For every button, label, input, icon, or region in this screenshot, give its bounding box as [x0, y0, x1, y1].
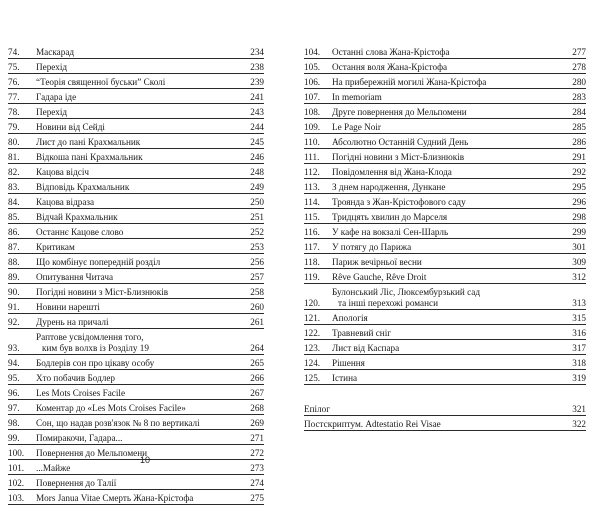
- entry-page: 251: [250, 212, 264, 222]
- toc-entry[interactable]: [8, 254, 264, 269]
- toc-entry[interactable]: [304, 74, 586, 89]
- entry-page: 284: [572, 107, 586, 117]
- toc-entry[interactable]: [8, 209, 264, 224]
- entry-number: 86.: [8, 227, 20, 237]
- toc-entry[interactable]: [8, 355, 264, 370]
- entry-number: 91.: [8, 302, 20, 312]
- entry-number: 99.: [8, 433, 20, 443]
- toc-entry[interactable]: [8, 44, 264, 59]
- entry-page: 322: [572, 419, 586, 429]
- toc-entry[interactable]: [8, 314, 264, 329]
- entry-title: Погідні новини з Міст-Близнюків: [332, 152, 465, 162]
- entry-page: 265: [250, 358, 264, 368]
- toc-entry[interactable]: [304, 104, 586, 119]
- entry-page: 243: [250, 107, 264, 117]
- entry-title: Троянда з Жан-Крістофового саду: [332, 197, 466, 207]
- entry-page: 295: [572, 182, 586, 192]
- toc-entry[interactable]: [8, 400, 264, 415]
- entry-title: Абсолютно Останній Судний День: [332, 137, 469, 147]
- entry-page: 296: [572, 197, 586, 207]
- entry-page: 280: [572, 77, 586, 87]
- toc-left-column: [8, 44, 264, 505]
- entry-title: Травневий сніг: [332, 328, 392, 338]
- entry-title: Кацова відсіч: [36, 167, 90, 177]
- entry-number: 119.: [304, 272, 320, 282]
- entry-number: 85.: [8, 212, 20, 222]
- entry-title: На прибережній могилі Жана-Крістофа: [332, 77, 487, 87]
- entry-number: 104.: [304, 47, 321, 57]
- entry-number: 123.: [304, 343, 321, 353]
- entry-number: 105.: [304, 62, 321, 72]
- entry-number: 102.: [8, 478, 25, 488]
- entry-title: Тридцять хвилин до Марселя: [332, 212, 448, 222]
- toc-entry[interactable]: [8, 179, 264, 194]
- entry-page: 266: [250, 373, 264, 383]
- entry-number: 118.: [304, 257, 320, 267]
- entry-page: 241: [250, 92, 264, 102]
- entry-title: Кацова відраза: [36, 197, 95, 207]
- toc-entry-end[interactable]: [304, 416, 586, 431]
- entry-number: 115.: [304, 212, 320, 222]
- entry-page: 312: [572, 272, 586, 282]
- entry-number: 90.: [8, 287, 20, 297]
- toc-entry[interactable]: [8, 104, 264, 119]
- entry-title: Le Page Noir: [332, 122, 381, 132]
- entry-title: Les Mots Croises Facile: [36, 388, 126, 398]
- entry-number: 114.: [304, 197, 320, 207]
- toc-entry[interactable]: [8, 119, 264, 134]
- entry-title: [36, 332, 240, 354]
- entry-title: Істина: [332, 373, 358, 383]
- toc-entry[interactable]: [8, 224, 264, 239]
- entry-number: 125.: [304, 373, 321, 383]
- toc-entry[interactable]: [304, 269, 586, 284]
- toc-entry[interactable]: [304, 340, 586, 355]
- entry-title: Відповідь Крахмальник: [36, 182, 130, 192]
- entry-page: 245: [250, 137, 264, 147]
- toc-entry[interactable]: [8, 74, 264, 89]
- toc-entry[interactable]: [8, 370, 264, 385]
- section-gap: [304, 385, 586, 401]
- entry-number: 88.: [8, 257, 20, 267]
- entry-page: 249: [250, 182, 264, 192]
- toc-entry[interactable]: [304, 370, 586, 385]
- entry-number: 93.: [8, 343, 20, 353]
- toc-entry[interactable]: [8, 445, 264, 460]
- toc-entry[interactable]: [304, 194, 586, 209]
- toc-entry[interactable]: [304, 224, 586, 239]
- entry-title: Дурень на причалі: [36, 317, 109, 327]
- page-number: 10: [140, 455, 151, 465]
- toc-entry[interactable]: [8, 269, 264, 284]
- toc-entry[interactable]: [8, 239, 264, 254]
- entry-number: 120.: [304, 298, 321, 308]
- entry-number: 98.: [8, 418, 20, 428]
- entry-page: 258: [250, 287, 264, 297]
- entry-title: У потягу до Парижа: [332, 242, 412, 252]
- entry-number: 80.: [8, 137, 20, 147]
- entry-page: 261: [250, 317, 264, 327]
- toc-entry-end[interactable]: [304, 401, 586, 416]
- toc-entry[interactable]: [304, 149, 586, 164]
- entry-title-line: Раптове усвідомлення того,: [36, 332, 144, 342]
- toc-entry[interactable]: [8, 475, 264, 490]
- toc-entry[interactable]: [304, 59, 586, 74]
- entry-page: 283: [572, 92, 586, 102]
- entry-number: 74.: [8, 47, 20, 57]
- entry-page: 253: [250, 242, 264, 252]
- entry-page: 264: [250, 343, 264, 353]
- toc-entry[interactable]: [304, 44, 586, 59]
- entry-page: 238: [250, 62, 264, 72]
- entry-title: Бодлерів сон про цікаву особу: [36, 358, 155, 368]
- entry-title: Гадара іде: [36, 92, 77, 102]
- entry-title: Останнє Кацове слово: [36, 227, 124, 237]
- toc-entry[interactable]: [304, 134, 586, 149]
- entry-title: Повернення до Талії: [36, 478, 117, 488]
- toc-entry[interactable]: [8, 460, 264, 475]
- entry-title: Mors Janua Vitae Смерть Жана-Крістофа: [36, 493, 194, 503]
- entry-page: 285: [572, 122, 586, 132]
- entry-page: 292: [572, 167, 586, 177]
- entry-page: 317: [572, 343, 586, 353]
- entry-title: Рішення: [332, 358, 365, 368]
- entry-title: In memoriam: [332, 92, 382, 102]
- toc-entry[interactable]: [8, 284, 264, 299]
- entry-title: У кафе на вокзалі Сен-Шарль: [332, 227, 449, 237]
- entry-number: 122.: [304, 328, 321, 338]
- entry-title: З днем народження, Дункане: [332, 182, 446, 192]
- entry-title-line: ким був волхв із Розділу 19: [42, 343, 149, 353]
- entry-title: Апологія: [332, 313, 368, 323]
- entry-number: 89.: [8, 272, 20, 282]
- entry-title: Перехід: [36, 107, 68, 117]
- entry-title: ...Майже: [36, 463, 71, 473]
- entry-page: 319: [572, 373, 586, 383]
- entry-number: 124.: [304, 358, 321, 368]
- entry-title: Повідомлення від Жана-Клода: [332, 167, 452, 177]
- entry-page: 250: [250, 197, 264, 207]
- entry-number: 75.: [8, 62, 20, 72]
- entry-number: 87.: [8, 242, 20, 252]
- entry-number: 103.: [8, 493, 25, 503]
- entry-title-line: та інші перехожі романси: [338, 298, 438, 308]
- entry-title: Критикам: [36, 242, 75, 252]
- entry-title: Постскриптум. Adtestatio Rei Visae: [304, 419, 441, 429]
- toc-entry[interactable]: [304, 284, 586, 310]
- toc-entry[interactable]: [8, 164, 264, 179]
- entry-page: 267: [250, 388, 264, 398]
- entry-title: Маскарад: [36, 47, 75, 57]
- entry-page: 257: [250, 272, 264, 282]
- entry-page: 252: [250, 227, 264, 237]
- entry-title: Відчай Крахмальник: [36, 212, 118, 222]
- entry-page: 272: [250, 448, 264, 458]
- toc-entry[interactable]: [8, 134, 264, 149]
- entry-number: 108.: [304, 107, 321, 117]
- toc-entry[interactable]: [304, 89, 586, 104]
- entry-number: 112.: [304, 167, 320, 177]
- entry-number: 77.: [8, 92, 20, 102]
- entry-page: 244: [250, 122, 264, 132]
- entry-title: Париж вечірньої весни: [332, 257, 422, 267]
- entry-title: Останні слова Жана-Крістофа: [332, 47, 450, 57]
- entry-number: 101.: [8, 463, 25, 473]
- entry-page: 256: [250, 257, 264, 267]
- entry-title: Коментар до «Les Mots Croises Facile»: [36, 403, 186, 413]
- entry-page: 273: [250, 463, 264, 473]
- toc-entry[interactable]: [8, 299, 264, 314]
- entry-page: 239: [250, 77, 264, 87]
- entry-title-line: Булонський Ліс, Люксембурзький сад: [332, 287, 481, 297]
- entry-number: 110.: [304, 137, 320, 147]
- entry-number: 113.: [304, 182, 320, 192]
- entry-page: 277: [572, 47, 586, 57]
- entry-title: Опитування Читача: [36, 272, 114, 282]
- entry-number: 79.: [8, 122, 20, 132]
- entry-number: 97.: [8, 403, 20, 413]
- entry-page: 299: [572, 227, 586, 237]
- toc-entry[interactable]: [8, 490, 264, 505]
- toc-entry[interactable]: [8, 194, 264, 209]
- toc-entry[interactable]: [304, 164, 586, 179]
- entry-title: Новини нарешті: [36, 302, 100, 312]
- entry-title: Остання воля Жана-Крістофа: [332, 62, 448, 72]
- toc-entry[interactable]: [304, 239, 586, 254]
- toc-right-column: [304, 44, 586, 431]
- entry-number: 117.: [304, 242, 320, 252]
- entry-title: Хто побачив Бодлер: [36, 373, 116, 383]
- entry-title: Новини від Сейді: [36, 122, 105, 132]
- toc-entry[interactable]: [304, 310, 586, 325]
- entry-number: 116.: [304, 227, 320, 237]
- entry-number: 96.: [8, 388, 20, 398]
- entry-number: 82.: [8, 167, 20, 177]
- entry-title: “Теорія священної буськи” Сколі: [36, 77, 166, 87]
- toc-entry[interactable]: [8, 59, 264, 74]
- entry-title: Лист від Каспара: [332, 343, 400, 353]
- toc-entry[interactable]: [8, 89, 264, 104]
- entry-title: Друге повернення до Мельпомени: [332, 107, 467, 117]
- entry-title: Погідні новини з Міст-Близнюків: [36, 287, 169, 297]
- entry-title: Лист до пані Крахмальник: [36, 137, 141, 147]
- entry-title: Повернення до Мельпомени: [36, 448, 148, 458]
- entry-page: 234: [250, 47, 264, 57]
- entry-page: 260: [250, 302, 264, 312]
- entry-number: 107.: [304, 92, 321, 102]
- entry-page: 286: [572, 137, 586, 147]
- entry-number: 109.: [304, 122, 321, 132]
- entry-number: 121.: [304, 313, 321, 323]
- entry-title: [332, 287, 562, 309]
- entry-number: 92.: [8, 317, 20, 327]
- entry-number: 106.: [304, 77, 321, 87]
- entry-page: 278: [572, 62, 586, 72]
- entry-title: Сон, що надав розв'язок № 8 по вертикалі: [36, 418, 200, 428]
- entry-number: 100.: [8, 448, 25, 458]
- entry-title: Rêve Gauche, Rêve Droit: [332, 272, 427, 282]
- entry-page: 298: [572, 212, 586, 222]
- toc-entry[interactable]: [8, 329, 264, 355]
- entry-page: 315: [572, 313, 586, 323]
- toc-entry[interactable]: [304, 355, 586, 370]
- entry-page: 275: [250, 493, 264, 503]
- entry-page: 313: [572, 298, 586, 308]
- entry-page: 248: [250, 167, 264, 177]
- entry-page: 246: [250, 152, 264, 162]
- entry-page: 291: [572, 152, 586, 162]
- entry-page: 271: [250, 433, 264, 443]
- entry-number: 94.: [8, 358, 20, 368]
- entry-page: 274: [250, 478, 264, 488]
- toc-entry[interactable]: [304, 254, 586, 269]
- entry-page: 318: [572, 358, 586, 368]
- entry-page: 269: [250, 418, 264, 428]
- entry-title: Помиракочи, Гадара...: [36, 433, 123, 443]
- toc-entry[interactable]: [8, 430, 264, 445]
- entry-number: 76.: [8, 77, 20, 87]
- toc-entry[interactable]: [8, 415, 264, 430]
- entry-number: 84.: [8, 197, 20, 207]
- toc-entry[interactable]: [8, 385, 264, 400]
- toc-entry[interactable]: [8, 149, 264, 164]
- entry-number: 95.: [8, 373, 20, 383]
- entry-number: 83.: [8, 182, 20, 192]
- entry-title: Що комбінує попередній розділ: [36, 257, 161, 267]
- toc-entry[interactable]: [304, 325, 586, 340]
- entry-title: Перехід: [36, 62, 68, 72]
- entry-page: 321: [572, 404, 586, 414]
- toc-entry[interactable]: [304, 209, 586, 224]
- toc-entry[interactable]: [304, 119, 586, 134]
- entry-number: 81.: [8, 152, 20, 162]
- entry-page: 268: [250, 403, 264, 413]
- entry-page: 301: [572, 242, 586, 252]
- entry-page: 309: [572, 257, 586, 267]
- entry-title: Відкоша пані Крахмальник: [36, 152, 143, 162]
- entry-page: 316: [572, 328, 586, 338]
- toc-entry[interactable]: [304, 179, 586, 194]
- entry-number: 78.: [8, 107, 20, 117]
- entry-number: 111.: [304, 152, 320, 162]
- entry-title: Епілог: [304, 404, 331, 414]
